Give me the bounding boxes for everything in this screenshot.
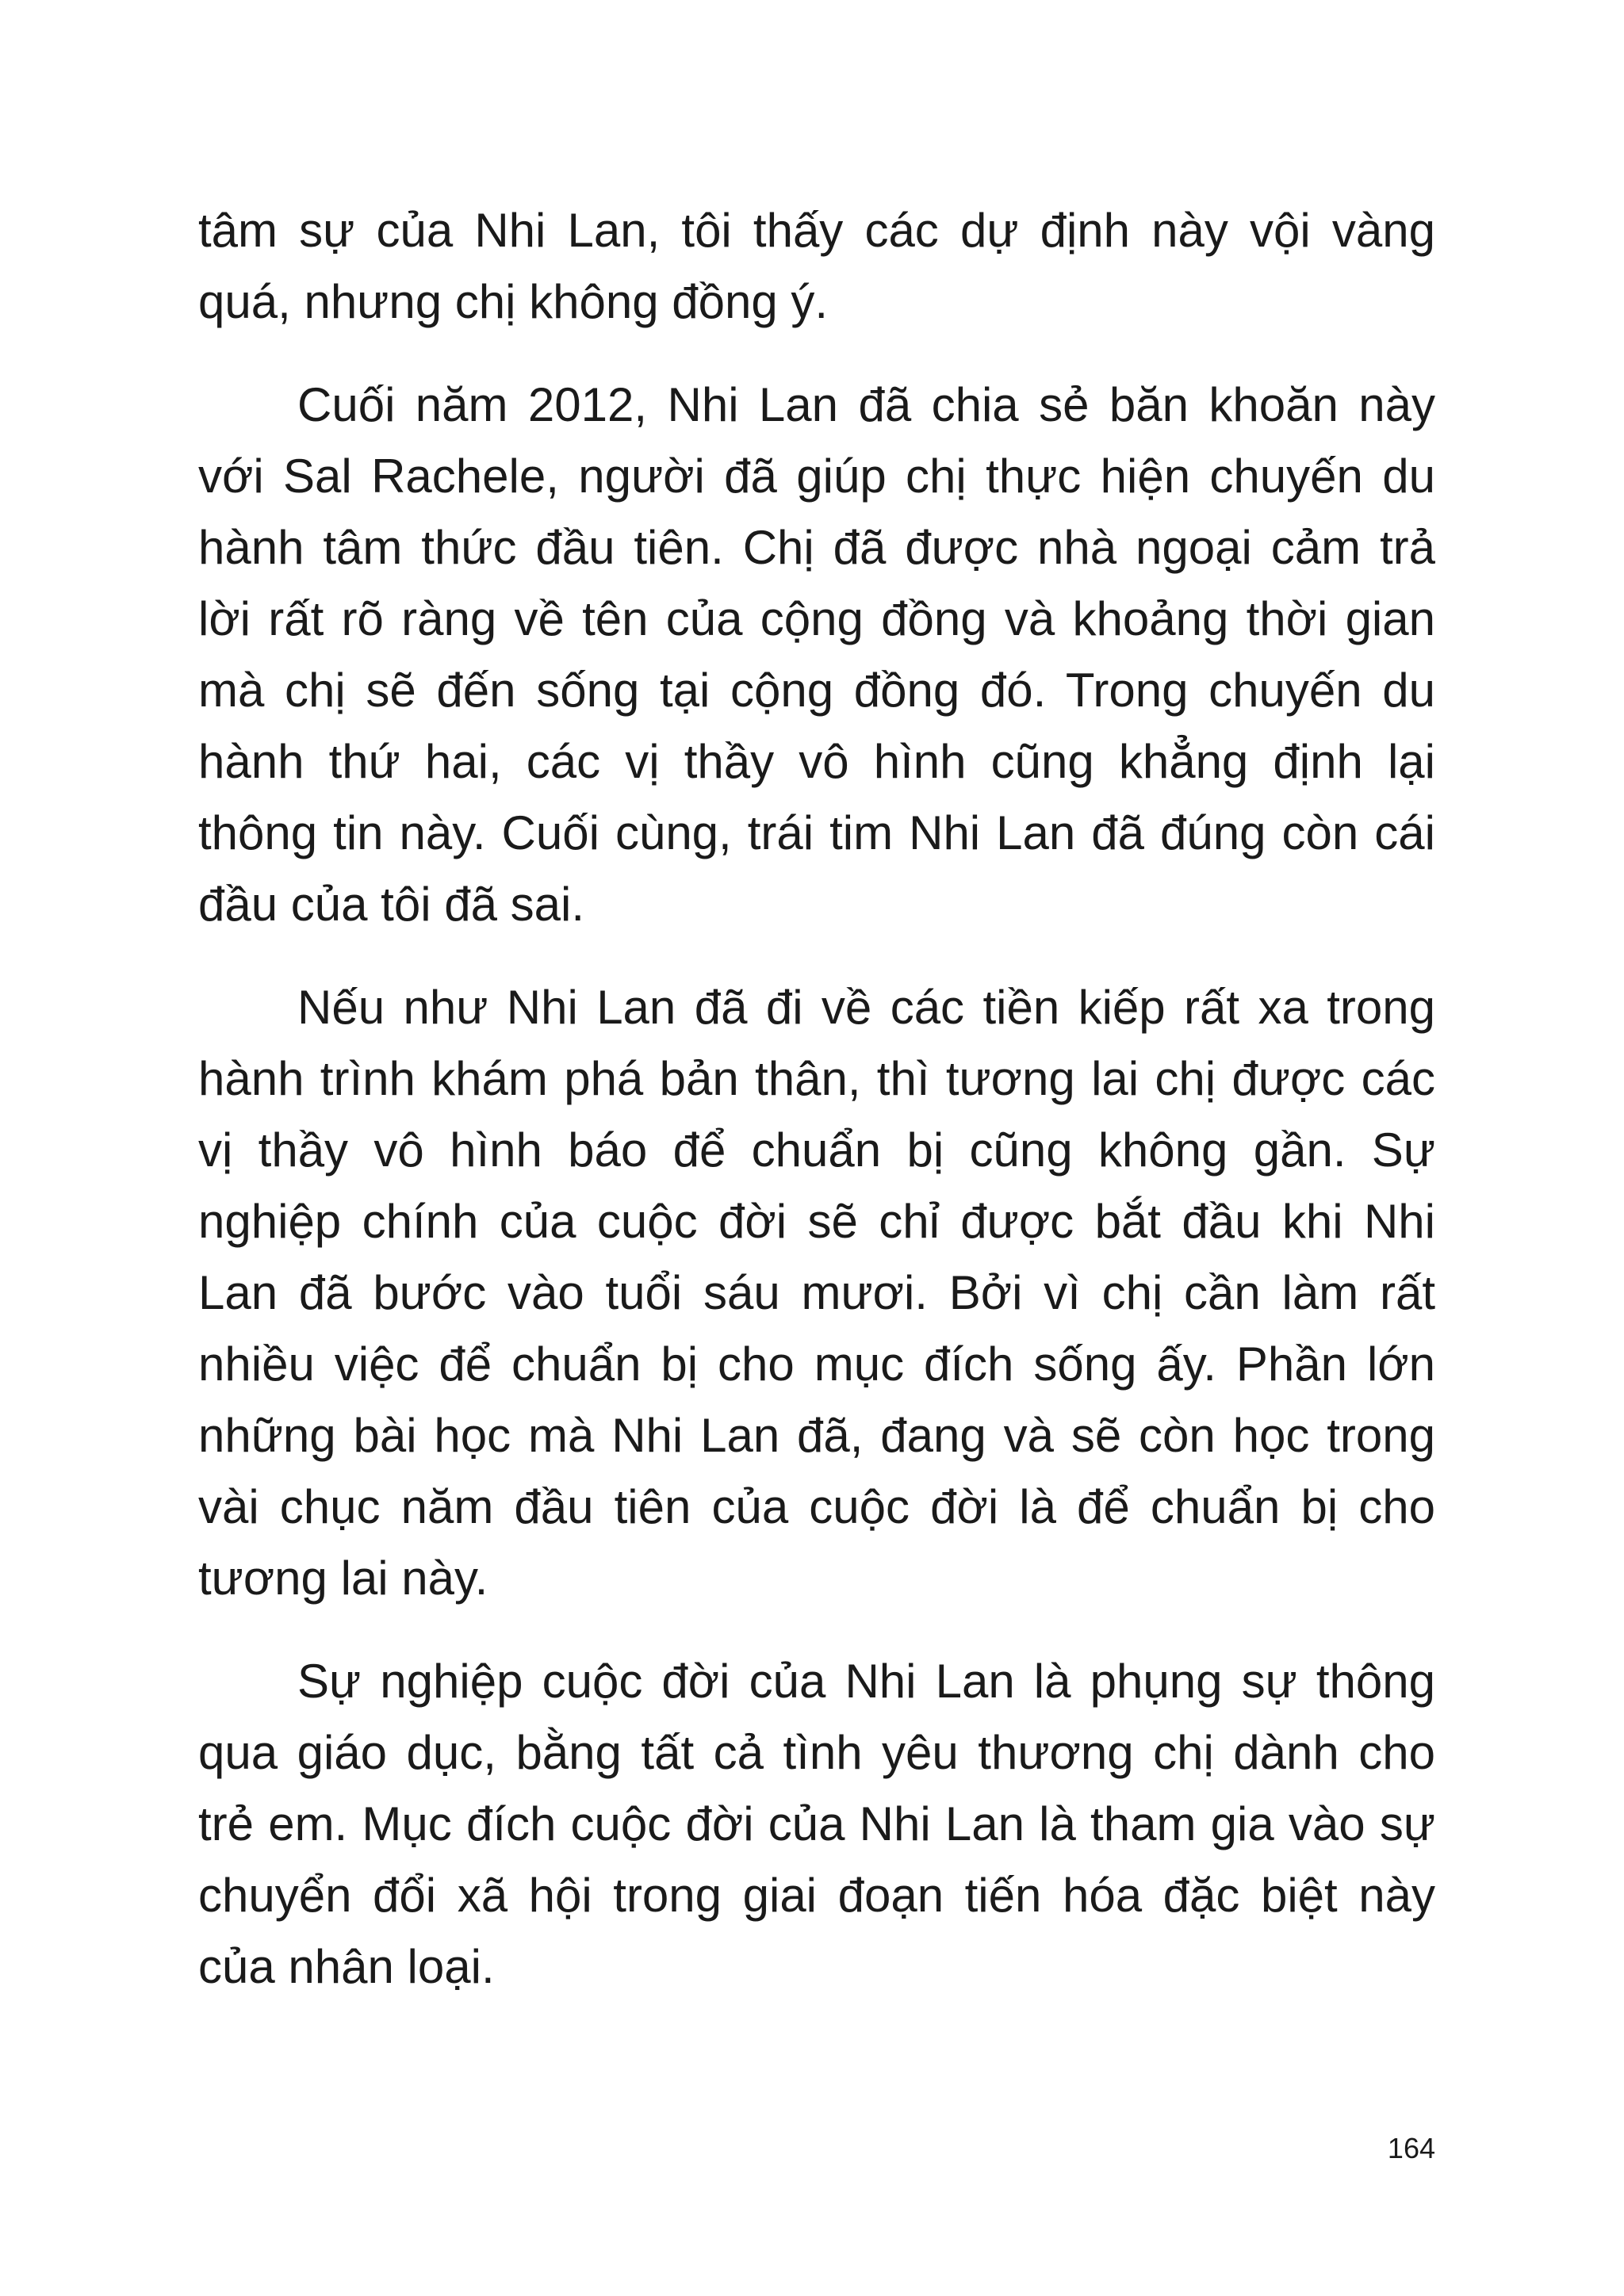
- paragraph-life-purpose: Sự nghiệp cuộc đời của Nhi Lan là phụng sự thông qua giáo dục, bằng tất cả tình yêu thương chị dành cho trẻ em. Mục đích cuộc đời của Nhi Lan là tham gia vào sự chuyển đổi xã hội trong giai đoạn tiến hóa đặc biệt này của nhân loại.: [198, 1655, 1435, 1993]
- page-body: [198, 195, 1435, 2034]
- page-number: 164: [1387, 2132, 1435, 2164]
- paragraph-future-career: Nếu như Nhi Lan đã đi về các tiền kiếp rất xa trong hành trình khám phá bản thân, thì tương lai chị được các vị thầy vô hình báo để chuẩn bị cũng không gần. Sự nghiệp chính của cuộc đời sẽ chỉ được bắt đầu khi Nhi Lan đã bước vào tuổi sáu mươi. Bởi vì chị cần làm rất nhiều việc để chuẩn bị cho mục đích sống ấy. Phần lớn những bài học mà Nhi Lan đã, đang và sẽ còn học trong vài chục năm đầu tiên của cuộc đời là để chuẩn bị cho tương lai này.: [198, 981, 1435, 1605]
- paragraph-sal-rachele: Cuối năm 2012, Nhi Lan đã chia sẻ băn khoăn này với Sal Rachele, người đã giúp chị thực hiện chuyến du hành tâm thức đầu tiên. Chị đã được nhà ngoại cảm trả lời rất rõ ràng về tên của cộng đồng và khoảng thời gian mà chị sẽ đến sống tại cộng đồng đó. Trong chuyến du hành thứ hai, các vị thầy vô hình cũng khẳng định lại thông tin này. Cuối cùng, trái tim Nhi Lan đã đúng còn cái đầu của tôi đã sai.: [198, 378, 1435, 931]
- paragraph-continuation: tâm sự của Nhi Lan, tôi thấy các dự định này vội vàng quá, nhưng chị không đồng ý.: [198, 204, 1435, 328]
